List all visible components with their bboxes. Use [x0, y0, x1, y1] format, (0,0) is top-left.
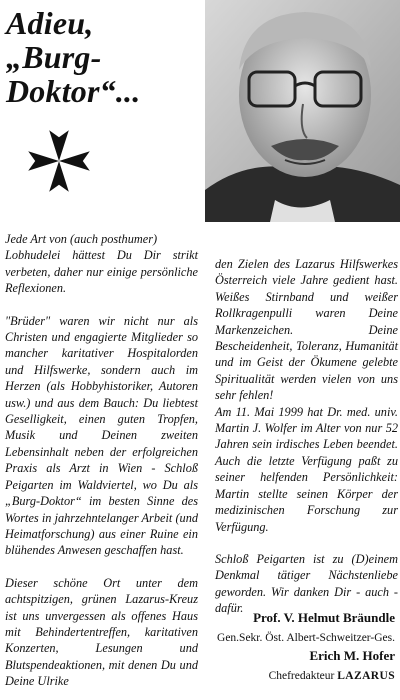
headline-line-2: „Burg-	[6, 39, 102, 75]
headline-line-3: Doktor“...	[6, 73, 141, 109]
paragraph: Am 11. Mai 1999 hat Dr. med. univ. Martin J. Wolfer im Alter von nur 52 Jahren sein irdisches Leben beendet. Auch die letzte Verfügung paßt zu seiner helfenden Persönlichkeit: Martin stellte seinen Körper der medizinischen Forschung zur Verfügung.	[215, 404, 398, 534]
paragraph: Schloß Peigarten ist zu (D)einem Denkmal tätiger Nächstenliebe geworden. Wir danken Dir - auch - dafür.	[215, 551, 398, 616]
headline-line-1: Adieu,	[6, 5, 94, 41]
signature-role-1: Gen.Sekr. Öst. Albert-Schweitzer-Ges.	[217, 632, 395, 644]
paragraph: Lobhudelei hättest Du Dir strikt verbeten, daher nur einige persönliche Reflexionen.	[5, 248, 198, 296]
signature-name-1: Prof. V. Helmut Bräundle	[253, 610, 395, 625]
headline	[6, 6, 211, 108]
signature-role-2: Chefredakteur LAZARUS	[268, 670, 395, 682]
paragraph: "Brüder" waren wir nicht nur als Christen und engagierte Mitglieder so mancher karitativer Hospitalorden und Hilfswerke, sondern auch im Herzen (als Hobbyhistoriker, Autoren usw.) und aus dem Bauch: Du liebtest Geselligkeit, einen guten Tropfen, Musik und Deinen zweiten Lebensinhalt neben der erfolgreichen Praxis als Arzt in Wien - Schloß Peigarten im Waldviertel, wo Du als „Burg-Doktor“ im besten Sinne des Wortes in jahrzehntelanger Arbeit (und Heimatforschung) aus einer Ruine ein blühendes Anwesen geschaffen hast.	[5, 313, 198, 558]
lazarus-brand: LAZARUS	[337, 670, 395, 682]
paragraph: den Zielen des Lazarus Hilfswerkes Österreich viele Jahre gedient hast. Weißes Stirnband und weißer Rollkragenpulli waren Deine Markenzeichen. Deine Bescheidenheit, Toleranz, Humanität und im Geist der Ökumene gelebte Spiritualität werden vielen von uns sehr fehlen!	[215, 257, 398, 403]
portrait-photo	[205, 0, 400, 222]
left-column	[5, 231, 198, 690]
paragraph: Dieser schöne Ort unter dem achtspitzigen, grünen Lazarus-Kreuz ist uns unvergessen als offenes Haus mit Behindertentreffen, karitativen Konzerten, Lesungen und Blutspendeaktionen, mit denen Du und Deine Ulrike	[5, 575, 198, 689]
right-column	[215, 256, 398, 617]
maltese-cross-icon	[24, 126, 94, 196]
paragraph: Jede Art von (auch posthumer)	[5, 232, 158, 246]
signature-name-2: Erich M. Hofer	[309, 648, 395, 663]
